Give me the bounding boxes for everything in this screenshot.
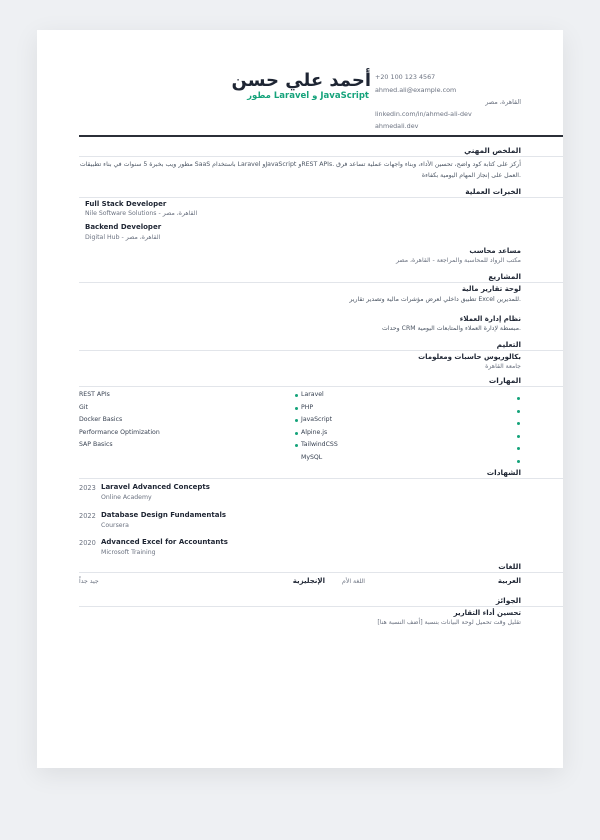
section-divider (79, 386, 563, 387)
section-divider (79, 572, 563, 573)
section-divider (79, 350, 563, 351)
project-name: نظام إدارة العملاء (459, 315, 521, 323)
summary-line-2: العمل على إنجاز المهام اليومية بكفاءة. (421, 172, 521, 179)
email-link[interactable]: ahmed.ali@example.com (375, 86, 457, 94)
experience-role: مساعد محاسب (469, 247, 521, 255)
cert-year: 2020 (79, 539, 96, 547)
skill-item: JavaScript (301, 416, 333, 424)
project-name: لوحة تقارير مالية (461, 285, 521, 293)
certifications-heading: الشهادات (486, 468, 521, 477)
bullet-icon (517, 422, 520, 425)
skill-item: Git (79, 403, 88, 411)
bullet-icon (517, 447, 520, 450)
skill-item: Laravel (301, 391, 324, 398)
education-school: جامعة القاهرة (485, 363, 521, 370)
experience-company: Nile Software Solutions - القاهرة، مصر (85, 210, 198, 217)
language-name: العربية (497, 577, 521, 585)
award-desc: تقليل وقت تحميل لوحة البيانات بنسبة [أضف النسبة هنا] (377, 619, 521, 626)
bullet-icon (295, 394, 298, 397)
experience-company: Digital Hub - القاهرة، مصر (85, 234, 161, 241)
bullet-icon (295, 407, 298, 410)
skill-item: REST APIs (79, 391, 110, 398)
cert-year: 2022 (79, 512, 96, 520)
bullet-icon (517, 460, 520, 463)
languages-heading: اللغات (498, 562, 521, 571)
bullet-icon (295, 444, 298, 447)
section-divider (79, 478, 563, 479)
skill-item: Alpine.js (301, 428, 328, 436)
skill-item: PHP (301, 403, 314, 411)
bullet-icon (295, 432, 298, 435)
section-divider (79, 282, 563, 283)
cert-issuer: Coursera (101, 522, 129, 529)
language-level: جيد جداً (79, 578, 99, 585)
section-divider (79, 606, 563, 607)
skill-item: Performance Optimization (79, 428, 160, 436)
bullet-icon (517, 397, 520, 400)
language-name: الإنجليزية (292, 577, 325, 585)
awards-heading: الجوائز (495, 596, 521, 605)
award-name: تحسين أداء التقارير (453, 609, 521, 617)
phone-text: +20 100 123 4567 (375, 73, 436, 81)
education-degree: بكالوريوس حاسبات ومعلومات (418, 353, 521, 361)
summary-line-1: مطور ويب بخبرة 5 سنوات في بناء تطبيقات SaaS باستخدام Laravel وJavaScript وREST APIs. أركز على كتابة كود واضح، تحسين الأداء، وبناء واجهات عملية تساعد فرق (79, 161, 521, 168)
cert-name: Database Design Fundamentals (101, 511, 227, 519)
experience-role: Full Stack Developer (85, 200, 167, 208)
project-desc: وحدات CRM مبسطة لإدارة العملاء والمتابعات اليومية. (382, 325, 521, 332)
skill-item: Docker Basics (79, 416, 123, 424)
education-heading: التعليم (496, 340, 521, 349)
cert-year: 2023 (79, 484, 96, 492)
skill-item: MySQL (301, 454, 323, 461)
website-link[interactable]: ahmedali.dev (375, 122, 419, 130)
cert-issuer: Microsoft Training (101, 549, 156, 556)
section-divider (79, 156, 563, 157)
skill-item: TailwindCSS (301, 441, 338, 449)
cert-issuer: Online Academy (101, 494, 152, 501)
skills-heading: المهارات (488, 376, 521, 385)
linkedin-link[interactable]: linkedin.com/in/ahmed-ali-dev (375, 110, 472, 118)
location-text: القاهرة، مصر (485, 98, 521, 106)
experience-heading: الخبرات العملية (465, 187, 521, 196)
skill-item: SAP Basics (79, 441, 113, 449)
bullet-icon (295, 419, 298, 422)
cert-name: Advanced Excel for Accountants (101, 538, 228, 546)
resume-page (37, 30, 563, 768)
bullet-icon (517, 435, 520, 438)
project-desc: تطبيق داخلي لعرض مؤشرات مالية وتصدير تقارير Excel للمديرين. (349, 296, 521, 303)
projects-heading: المشاريع (488, 272, 521, 281)
candidate-title: مطور Laravel و JavaScript (247, 91, 369, 101)
header-divider (79, 135, 563, 137)
cert-name: Laravel Advanced Concepts (101, 483, 210, 491)
candidate-name: أحمد علي حسن (231, 70, 371, 91)
language-level: اللغة الأم (341, 578, 365, 585)
section-divider (79, 197, 563, 198)
bullet-icon (517, 410, 520, 413)
summary-heading: الملخص المهني (464, 146, 521, 155)
experience-company: مكتب الرواد للمحاسبة والمراجعة - القاهرة، مصر (395, 257, 521, 264)
experience-role: Backend Developer (85, 223, 162, 231)
